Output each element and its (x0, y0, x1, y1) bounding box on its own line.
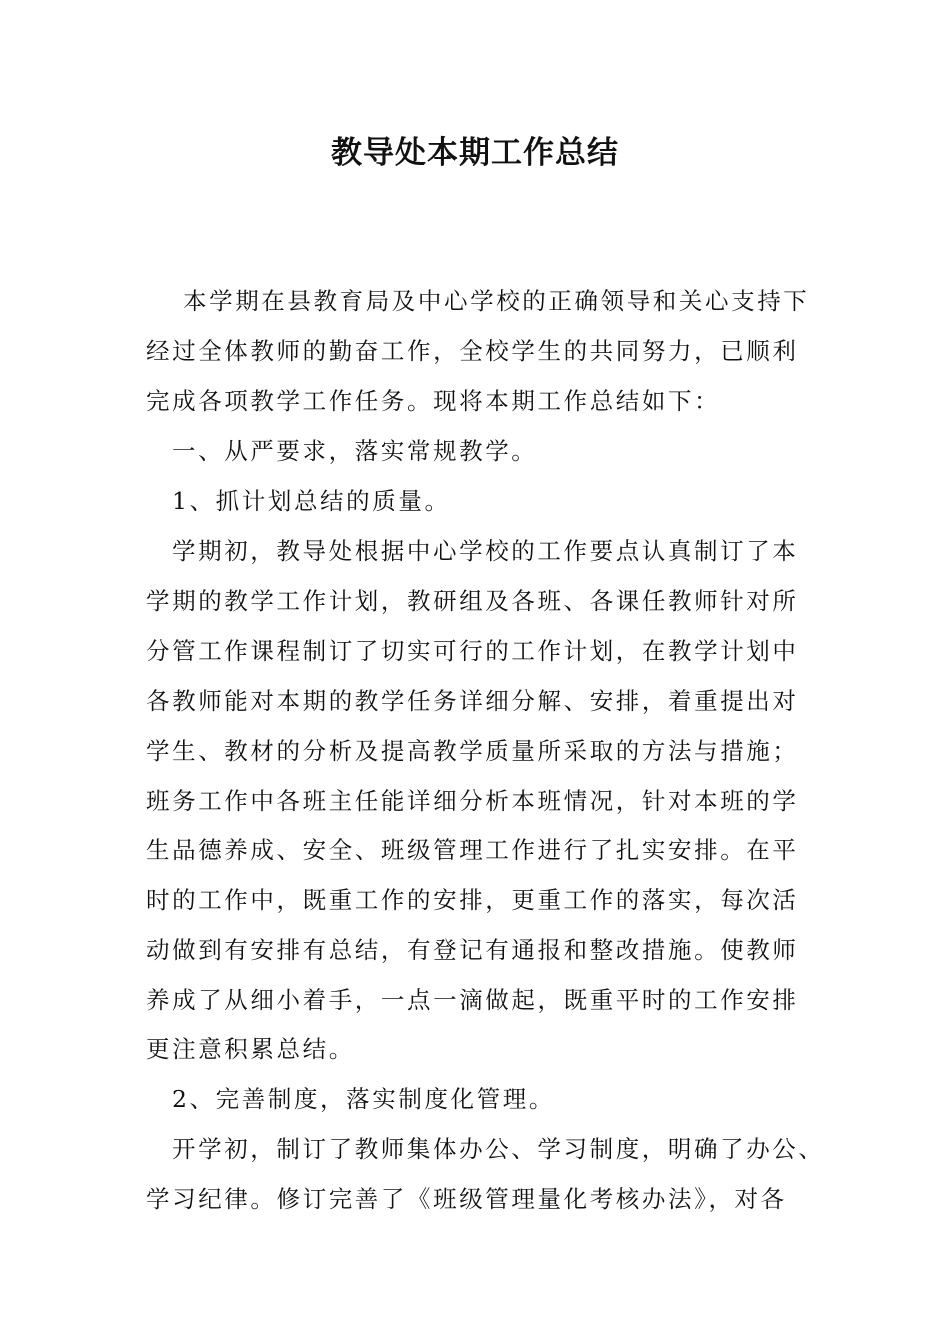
paragraph-line: 时的工作中，既重工作的安排，更重工作的落实，每次活 (146, 886, 799, 914)
paragraph-line: 学生、教材的分析及提高教学质量所采取的方法与措施； (146, 737, 799, 765)
paragraph-line: 分管工作课程制订了切实可行的工作计划，在教学计划中 (146, 637, 799, 665)
paragraph-line: 养成了从细小着手，一点一滴做起，既重平时的工作安排 (146, 986, 799, 1014)
paragraph-line: 本学期在县教育局及中心学校的正确领导和关心支持下 (183, 287, 810, 315)
document-title: 教导处本期工作总结 (331, 135, 619, 171)
paragraph-line: 完成各项教学工作任务。现将本期工作总结如下： (146, 387, 721, 415)
paragraph-line: 班务工作中各班主任能详细分析本班情况，针对本班的学 (146, 787, 799, 815)
paragraph-line: 学期的教学工作计划，教研组及各班、各课任教师针对所 (146, 587, 799, 615)
section-heading: 一、从严要求，落实常规教学。 (172, 437, 538, 465)
paragraph-line: 动做到有安排有总结，有登记有通报和整改措施。使教师 (146, 936, 799, 964)
paragraph-line: 学习纪律。修订完善了《班级管理量化考核办法》，对各 (146, 1185, 787, 1213)
paragraph-line: 各教师能对本期的教学任务详细分解、安排，着重提出对 (146, 687, 799, 715)
paragraph-line: 学期初，教导处根据中心学校的工作要点认真制订了本 (172, 537, 799, 565)
paragraph-line: 更注意积累总结。 (146, 1035, 355, 1063)
subsection-heading: 1、抓计划总结的质量。 (172, 487, 451, 515)
subsection-heading: 2、完善制度，落实制度化管理。 (172, 1085, 555, 1113)
paragraph-line: 开学初，制订了教师集体办公、学习制度，明确了办公、 (172, 1135, 825, 1163)
paragraph-line: 生品德养成、安全、班级管理工作进行了扎实安排。在平 (146, 836, 799, 864)
paragraph-line: 经过全体教师的勤奋工作，全校学生的共同努力，已顺利 (146, 337, 799, 365)
